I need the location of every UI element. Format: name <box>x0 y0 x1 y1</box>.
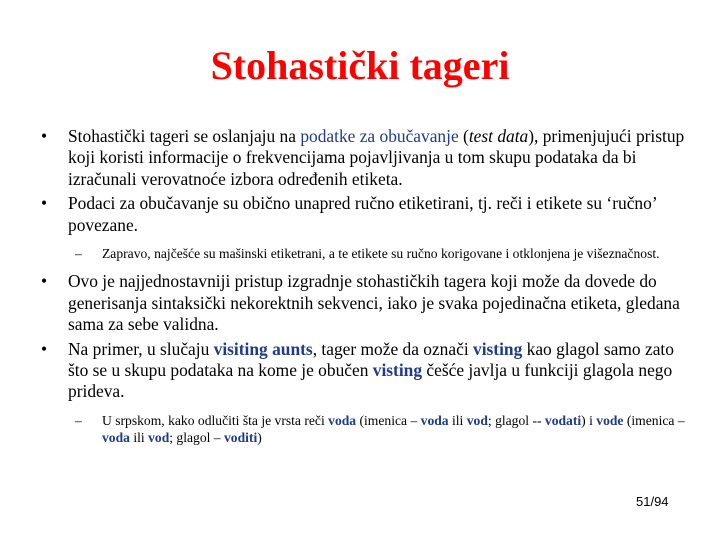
bullet-marker: • <box>40 126 48 146</box>
highlight-term: voditi <box>224 430 258 446</box>
highlight-term: visting <box>372 360 423 381</box>
bullet-text: Na primer, u slučaju <box>68 338 214 359</box>
bullet-text: , tager može da označi <box>312 338 473 359</box>
bullet-text: Podaci za obučavanje su obično unapred ručno etiketirani, tj. reči i etikete su ‘ručno’ povezane. <box>68 193 657 235</box>
bullet-item <box>34 193 690 236</box>
highlight-term: visting <box>473 338 523 359</box>
sub-bullet-text: ili <box>129 430 149 446</box>
highlight-term: voda <box>102 430 130 446</box>
highlight-term: visiting aunts <box>213 338 313 359</box>
italic-term: test data <box>468 126 529 146</box>
sub-bullet-text: ) <box>257 430 262 446</box>
highlight-term: voda <box>420 412 449 428</box>
highlight-term: podatke za obučavanje <box>300 126 459 146</box>
sub-bullet-text: Zapravo, najčešće su mašinski etiketrani, a te etikete su ručno korigovane i otklonjena je višeznačnost. <box>102 246 660 262</box>
bullet-marker: • <box>40 193 48 214</box>
sub-bullet-text: ; glagol -- <box>487 412 545 428</box>
sub-bullet-text: ; glagol – <box>169 430 224 446</box>
sub-bullet-text: U srpskom, kako odlučiti šta je vrsta reči <box>102 412 329 428</box>
sub-bullet-text: ) i <box>581 412 597 428</box>
bullet-text: ( <box>458 126 469 146</box>
sub-bullet-marker: – <box>75 412 82 428</box>
bullet-text: Stohastički tageri se oslanjaju na <box>68 126 301 146</box>
bullet-text: Ovo je najjednostavniji pristup izgradnje stohastičkih tagera koji može da dovede do generisanja sintaksički nekorektnih sekvenci, iako je svaka pojedinačna etiketa, gledana sama za sebe validna. <box>68 271 680 335</box>
highlight-term: vod <box>466 412 488 428</box>
sub-bullet-marker: – <box>75 246 82 262</box>
bullet-item <box>34 271 690 335</box>
bullet-item <box>34 339 690 403</box>
bullet-marker: • <box>40 338 48 359</box>
highlight-term: vodati <box>544 412 582 428</box>
bullet-text: kao glagol samo zato što se u skupu podataka na kome je obučen <box>68 338 674 381</box>
slide-title: Stohastički tageri <box>210 43 510 88</box>
highlight-term: vode <box>596 412 624 428</box>
sub-bullet-text: (imenica – <box>356 412 421 428</box>
sub-bullet-text: ili <box>448 412 467 428</box>
bullet-text: češće javlja u funkciji glagola nego prideva. <box>68 360 673 402</box>
bullet-item <box>34 126 690 190</box>
sub-bullet-item <box>34 412 690 447</box>
slide-content <box>34 126 690 456</box>
highlight-term: voda <box>328 412 357 428</box>
highlight-term: vod <box>148 430 170 446</box>
sub-bullet-text: (imenica – <box>623 412 685 428</box>
sub-bullet-item <box>34 245 690 262</box>
bullet-text: ), primenjujući pristup koji koristi informacije o frekvencijama pojavljivanja u tom skupu podataka da bi izračunali verovatnoće izbora određenih etiketa. <box>68 126 685 189</box>
page-number: 51/94 <box>636 494 669 509</box>
bullet-marker: • <box>40 271 48 292</box>
